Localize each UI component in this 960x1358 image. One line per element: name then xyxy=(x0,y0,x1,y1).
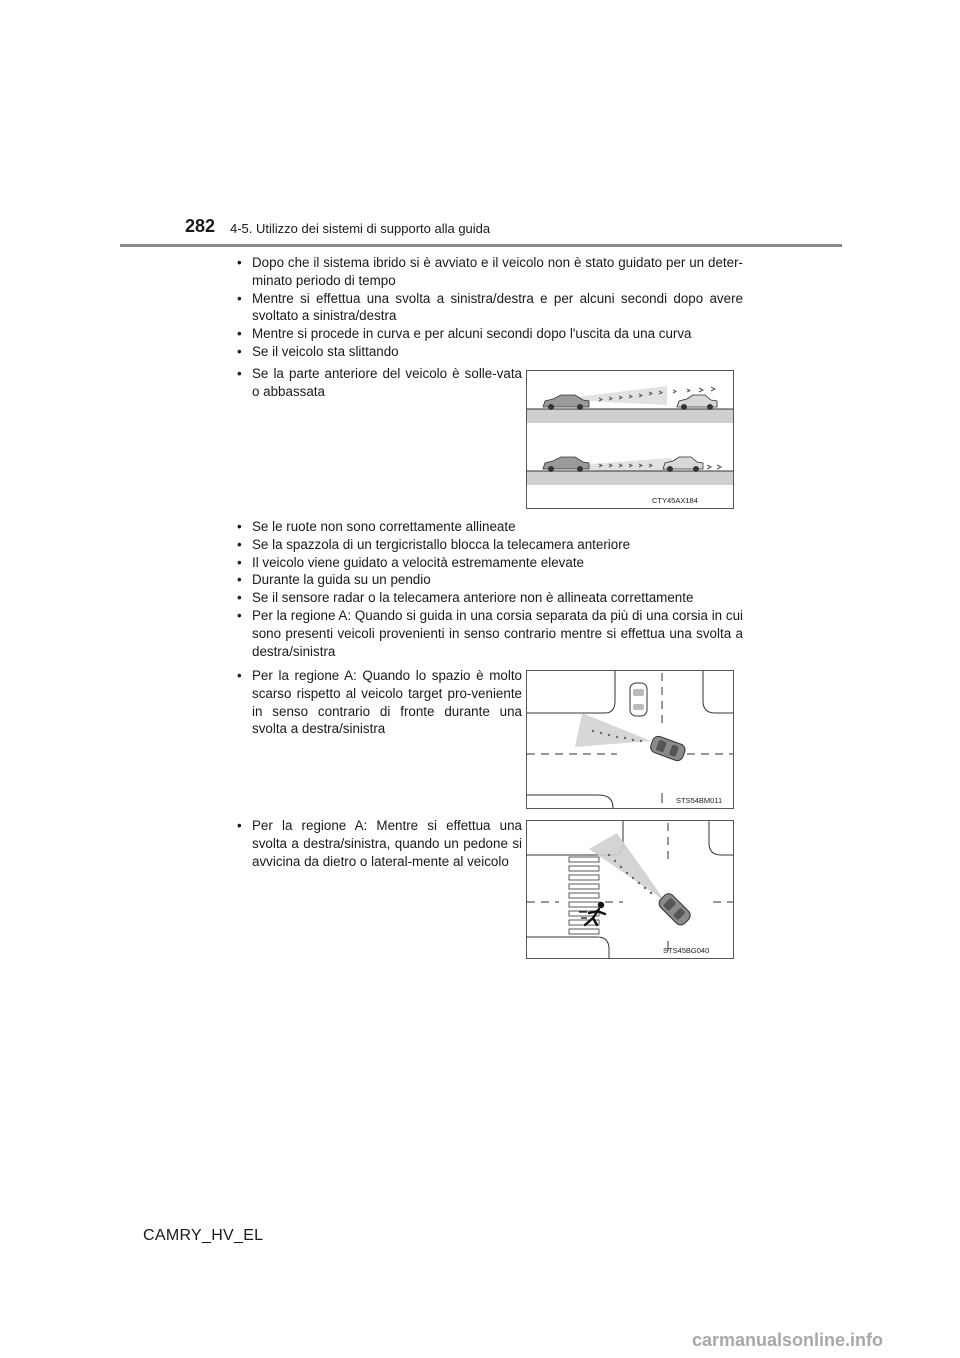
figure-code: CTY45AX184 xyxy=(652,496,698,505)
target-car-icon xyxy=(677,395,717,410)
conditions-list-mid xyxy=(235,518,743,660)
conditions-list-top xyxy=(235,254,743,361)
list-item: • Per la regione A: Quando lo spazio è molto scarso rispetto al veicolo target pro-veniente in senso contrario di fronte durante una svolta a destra/sinistra xyxy=(235,667,522,738)
list-item: • Per la regione A: Mentre si effettua una svolta a destra/sinistra, quando un pedone si avvicina da dietro o lateral-mente al veicolo xyxy=(235,817,522,870)
figure-code: STS45BG040 xyxy=(663,946,710,955)
turning-car-icon xyxy=(649,735,687,763)
road-edge xyxy=(703,671,733,713)
list-item: • Se la spazzola di un tergicristallo blocca la telecamera anteriore xyxy=(235,536,743,554)
list-item: • Dopo che il sistema ibrido si è avviato e il veicolo non è stato guidato per un deter-minato periodo di tempo xyxy=(235,254,743,290)
road-edge xyxy=(527,795,613,808)
figure-vehicle-raised xyxy=(526,370,734,509)
page-number: 282 xyxy=(185,216,216,236)
header-divider xyxy=(120,244,842,247)
list-item: • Durante la guida su un pendio xyxy=(235,571,743,589)
car-icon xyxy=(543,457,589,472)
turning-car-icon xyxy=(657,891,693,927)
section-title: 4-5. Utilizzo dei sistemi di supporto alla guida xyxy=(230,221,491,236)
road-surface xyxy=(527,471,733,485)
figure-oncoming-turn xyxy=(526,670,734,809)
figure-pedestrian-turn xyxy=(526,820,734,959)
list-item: • Mentre si effettua una svolta a sinistra/destra e per alcuni secondi dopo avere svoltato a sinistra/destra xyxy=(235,290,743,326)
road-edge xyxy=(527,671,615,713)
list-item: • Se la parte anteriore del veicolo è solle-vata o abbassata xyxy=(235,365,522,401)
conditions-list-pedestrian xyxy=(235,817,522,870)
list-item: • Se le ruote non sono correttamente allineate xyxy=(235,518,743,536)
list-item: • Il veicolo viene guidato a velocità estremamente elevate xyxy=(235,554,743,572)
oncoming-car-icon xyxy=(630,683,647,716)
conditions-list-space xyxy=(235,667,522,738)
list-item: • Se il sensore radar o la telecamera anteriore non è allineata correttamente xyxy=(235,589,743,607)
road-edge xyxy=(709,821,733,855)
list-item: • Mentre si procede in curva e per alcuni secondi dopo l'uscita da una curva xyxy=(235,325,743,343)
conditions-list-raised xyxy=(235,365,522,401)
sensor-beam xyxy=(575,713,651,747)
road-surface xyxy=(527,409,733,423)
sensor-beam xyxy=(589,833,665,901)
road-edge xyxy=(527,937,609,958)
watermark: carmanualsonline.info xyxy=(692,1330,884,1350)
list-item: • Per la regione A: Quando si guida in una corsia separata da più di una corsia in cui sono presenti veicoli provenienti in senso contrario mentre si effettua una svolta a destra/sinistra xyxy=(235,607,743,660)
figure-code: STS54BM011 xyxy=(676,796,723,805)
list-item: • Se il veicolo sta slittando xyxy=(235,343,743,361)
model-code: CAMRY_HV_EL xyxy=(143,1227,264,1244)
